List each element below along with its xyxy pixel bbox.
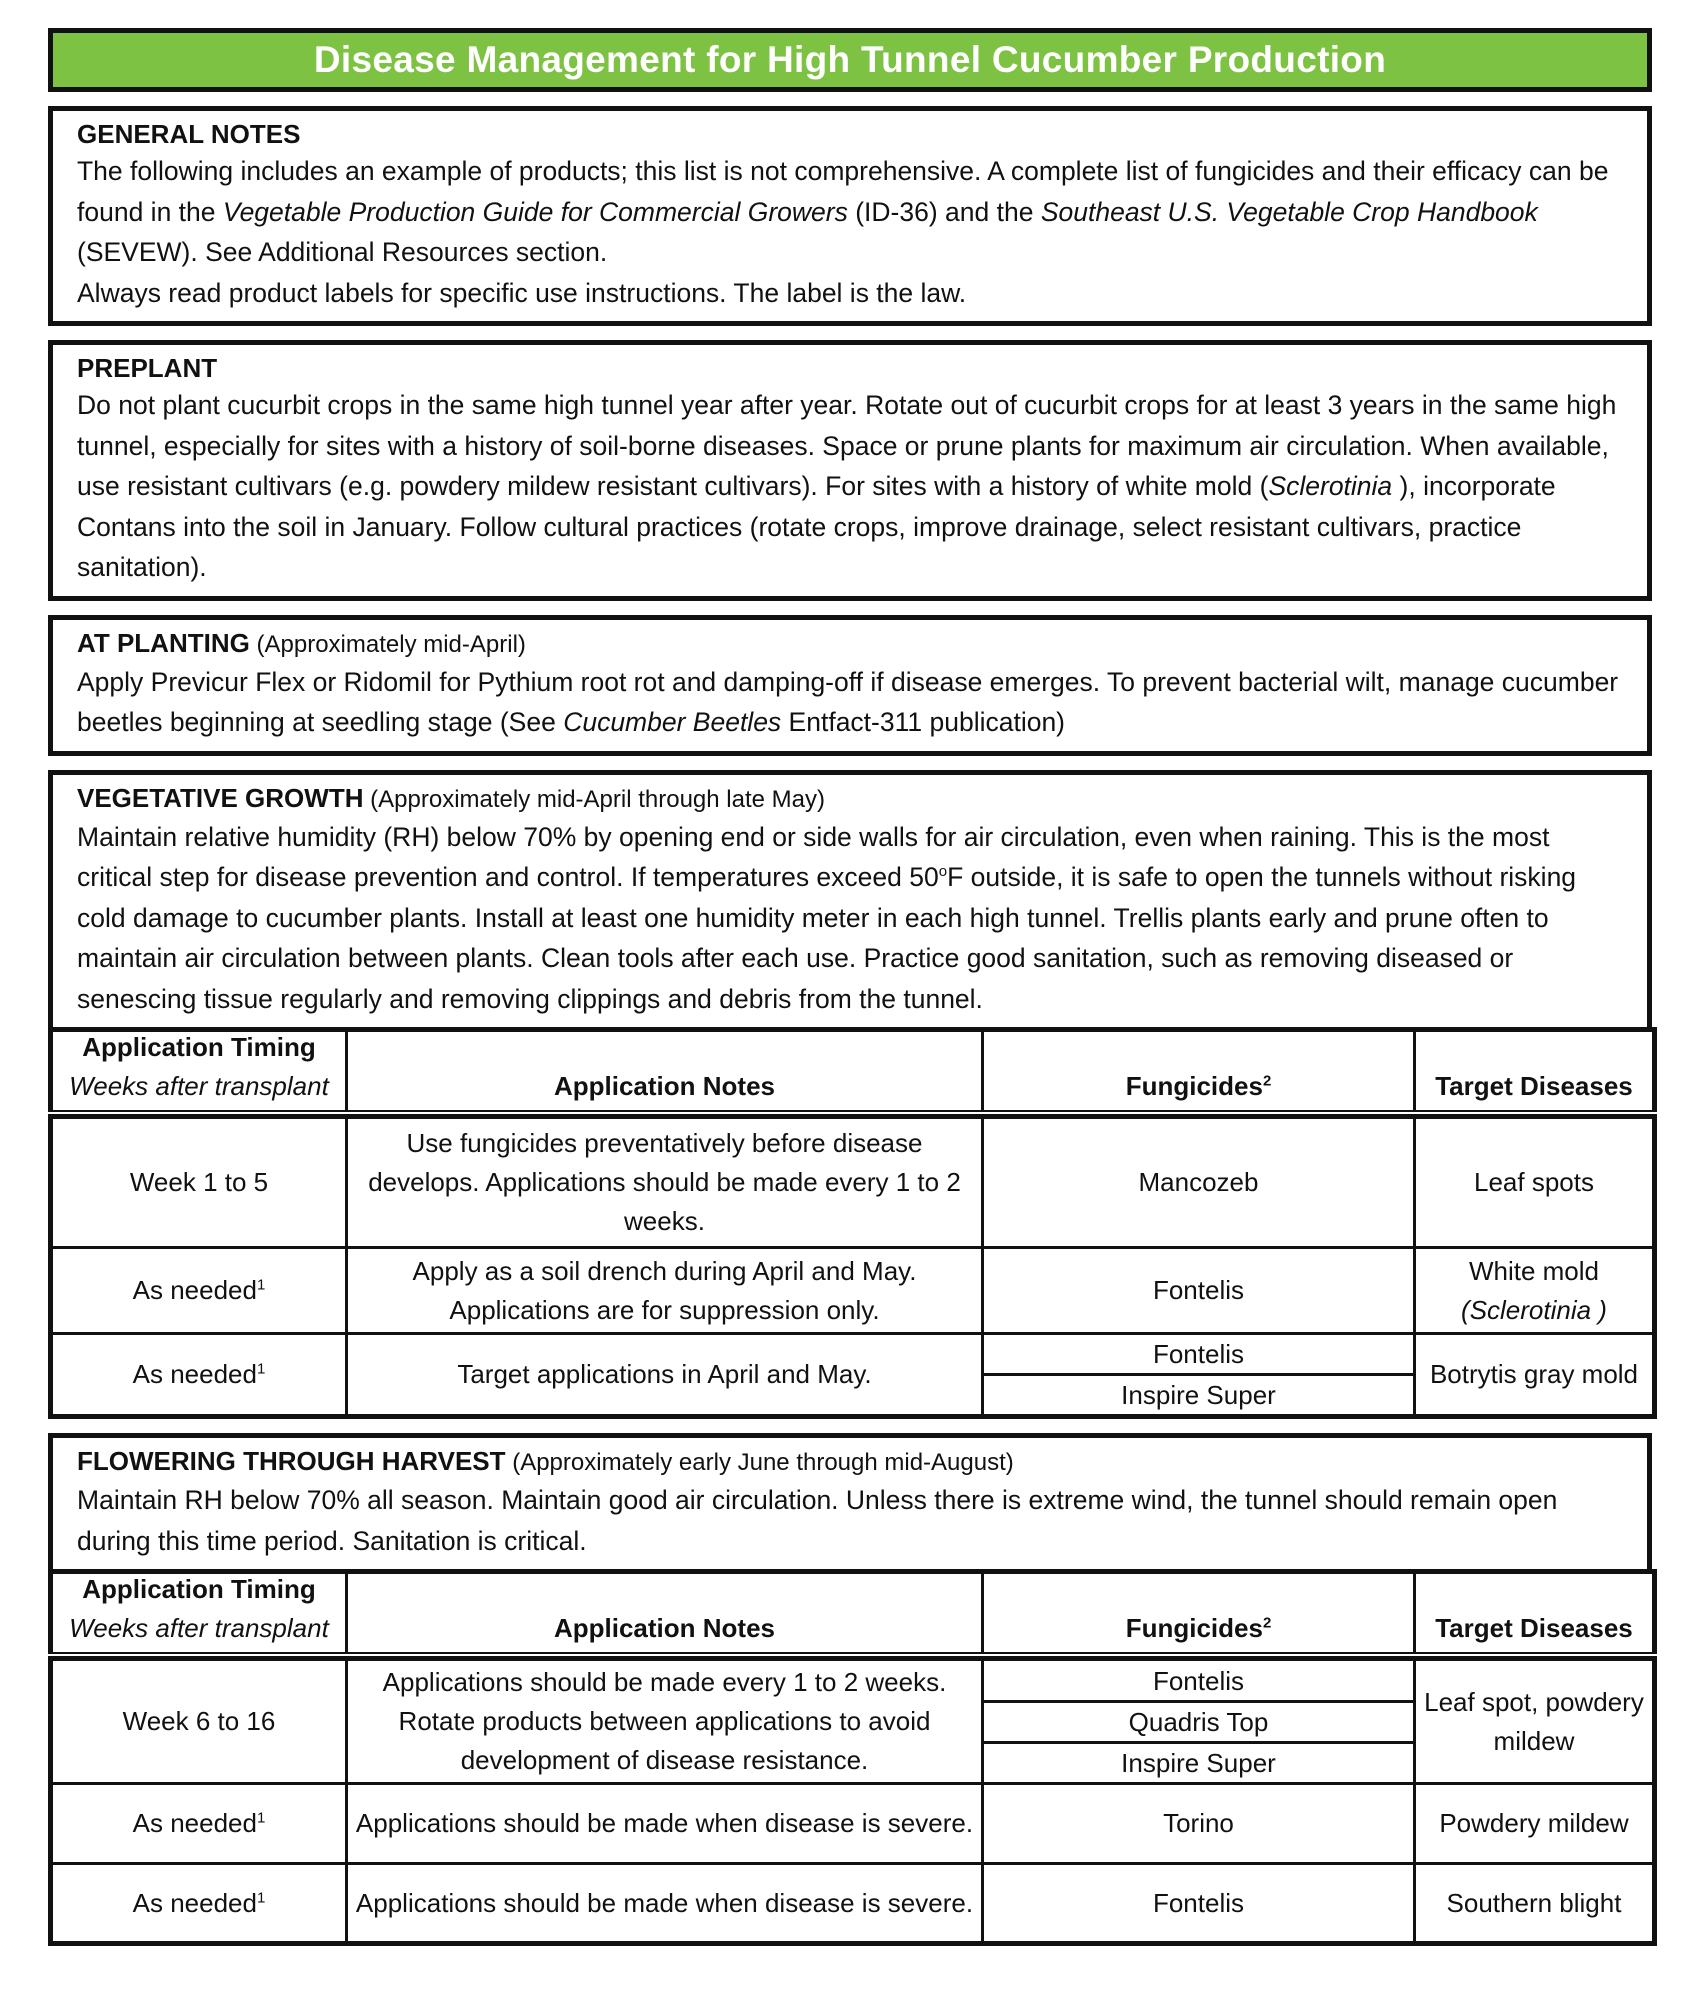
table-row — [51, 1334, 1655, 1417]
header-targets: Target Diseases — [1415, 1572, 1655, 1656]
fungicide-item: Mancozeb — [1138, 1167, 1259, 1197]
vegetative-table — [48, 1027, 1657, 1419]
vegetative-heading-text: VEGETATIVE GROWTH — [77, 782, 364, 813]
cell-target — [1415, 1248, 1655, 1334]
footnote-1: 1 — [256, 1809, 266, 1827]
cell-target — [1415, 1334, 1655, 1417]
footnote-1: 1 — [256, 1888, 266, 1906]
general-notes-line1: The following includes an example of products; this list is not comprehensive. A complete list of fungicides and their efficacy can be found in the — [77, 156, 1609, 227]
header-fungicides-label: Fungicides — [1125, 1071, 1263, 1101]
cell-fungicides — [983, 1118, 1415, 1248]
handbook-code: (SEVEW). — [77, 237, 198, 267]
header-timing-sub: Weeks after transplant — [69, 1613, 329, 1643]
header-timing-label: Application Timing — [82, 1574, 316, 1604]
header-timing-label: Application Timing — [82, 1032, 316, 1062]
target-text: Leaf spots — [1474, 1167, 1594, 1197]
guide-code: (ID-36) and the — [847, 196, 1041, 227]
table-header-row — [51, 1572, 1655, 1656]
header-timing — [51, 1030, 347, 1114]
at-planting-text — [77, 662, 1625, 743]
header-fungicides-label: Fungicides — [1125, 1613, 1263, 1643]
target-text: Leaf spot, powdery mildew — [1424, 1686, 1644, 1756]
vegetative-text-b: F outside, it is safe to open the tunnels without risking cold damage to cucumber plants. Install at least one humidity meter in each high tunnel. Trellis plants early and prune often to maintain air circulation between plants. Clean tools after each use. Practice good sanitation, such as removing diseased or senescing tissue regularly and removing clippings and debris from the tunnel. — [77, 862, 1577, 1014]
cell-notes: Apply as a soil drench during April and May. Applications are for suppression only. — [347, 1248, 983, 1334]
cell-timing — [51, 1334, 347, 1417]
cell-timing — [51, 1118, 347, 1248]
target-text: Botrytis gray mold — [1429, 1359, 1639, 1389]
cell-notes: Applications should be made when disease is severe. — [347, 1784, 983, 1864]
cell-timing — [51, 1784, 347, 1864]
timing-text: Week 1 to 5 — [129, 1167, 269, 1197]
cell-fungicides — [983, 1784, 1415, 1864]
table-row — [51, 1784, 1655, 1864]
cell-target — [1415, 1784, 1655, 1864]
footnote-1: 1 — [256, 1276, 266, 1294]
cell-target — [1415, 1118, 1655, 1248]
flowering-table — [48, 1569, 1657, 1946]
timing-text: As needed — [132, 1808, 257, 1838]
preplant-italic: Sclerotinia — [1268, 471, 1393, 501]
vegetative-text-a: Maintain relative humidity (RH) below 70% by opening end or side walls for air circulation, even when raining. This is the most critical step for disease prevention and control. If temperatures exceed 50 — [77, 821, 1550, 892]
cell-notes: Applications should be made every 1 to 2 weeks. Rotate products between applications to avoid development of disease resistance. — [347, 1660, 983, 1784]
at-planting-section — [48, 615, 1652, 756]
preplant-text-b: ), incorporate Contans into the soil in January. Follow cultural practices (rotate crops, improve drainage, select resistant cultivars, practice sanitation). — [77, 471, 1556, 582]
vegetative-heading — [77, 781, 1625, 817]
header-notes: Application Notes — [347, 1572, 983, 1656]
target-text: Southern blight — [1446, 1887, 1622, 1918]
handbook-title: Southeast U.S. Vegetable Crop Handbook — [1040, 196, 1538, 227]
flowering-table-body — [51, 1660, 1655, 1944]
fungicide-item: Fontelis — [1152, 1339, 1245, 1369]
at-planting-heading-text: AT PLANTING — [77, 627, 250, 658]
footnote-2: 2 — [1262, 1072, 1272, 1090]
cell-timing — [51, 1248, 347, 1334]
cell-target — [1415, 1864, 1655, 1944]
timing-text: As needed — [132, 1359, 257, 1389]
cell-target — [1415, 1660, 1655, 1784]
table-row — [51, 1118, 1655, 1248]
target-italic: (Sclerotinia ) — [1461, 1294, 1607, 1325]
preplant-section — [48, 340, 1652, 601]
header-timing — [51, 1572, 347, 1656]
general-notes-heading: GENERAL NOTES — [77, 119, 301, 149]
vegetative-text — [77, 817, 1625, 1020]
general-notes-line2: Always read product labels for specific use instructions. The label is the law. — [77, 277, 967, 308]
timing-text: As needed — [132, 1887, 257, 1918]
header-targets: Target Diseases — [1415, 1030, 1655, 1114]
fungicide-item: Inspire Super — [984, 1741, 1413, 1782]
cell-notes: Target applications in April and May. — [347, 1334, 983, 1417]
at-planting-italic: Cucumber Beetles — [563, 707, 782, 737]
fungicide-item: Quadris Top — [984, 1700, 1413, 1741]
cell-fungicides — [983, 1248, 1415, 1334]
target-text: Powdery mildew — [1439, 1808, 1629, 1838]
timing-text: As needed — [132, 1275, 257, 1305]
flowering-heading — [77, 1444, 1625, 1480]
table-row — [51, 1660, 1655, 1784]
cell-fungicides — [983, 1334, 1415, 1417]
flowering-section — [48, 1433, 1652, 1569]
target-text: White mold — [1468, 1255, 1600, 1286]
at-planting-text-a: Apply Previcur Flex or Ridomil for Pythium root rot and damping-off if disease emerges. To prevent bacterial wilt, manage cucumber beetles beginning at seedling stage (See — [77, 666, 1619, 737]
preplant-heading: PREPLANT — [77, 353, 218, 383]
fungicide-item: Fontelis — [1152, 1887, 1245, 1918]
table-row — [51, 1248, 1655, 1334]
preplant-text-a: Do not plant cucurbit crops in the same high tunnel year after year. Rotate out of cucurbit crops for at least 3 years in the same high tunnel, especially for sites with a history of soil-borne diseases. Space or prune plants for maximum air circulation. When available, use resistant cultivars (e.g. powdery mildew resistant cultivars). For sites with a history of white mold ( — [77, 390, 1617, 501]
see-resources-text: See Additional Resources section. — [197, 237, 608, 267]
guide-title: Vegetable Production Guide for Commercial Growers — [222, 196, 848, 227]
flowering-heading-text: FLOWERING THROUGH HARVEST — [77, 1446, 506, 1476]
footnote-2: 2 — [1262, 1614, 1272, 1632]
at-planting-subheading: (Approximately mid-April) — [249, 630, 526, 658]
cell-timing — [51, 1864, 347, 1944]
cell-fungicides — [983, 1864, 1415, 1944]
preplant-text — [77, 385, 1625, 588]
general-notes-text — [77, 151, 1625, 313]
table-header-row — [51, 1030, 1655, 1114]
fungicide-item: Fontelis — [1152, 1275, 1245, 1305]
cell-timing — [51, 1660, 347, 1784]
degree-symbol: o — [938, 863, 948, 881]
table-row — [51, 1864, 1655, 1944]
vegetative-section — [48, 770, 1652, 1028]
vegetative-subheading: (Approximately mid-April through late May) — [363, 785, 825, 813]
cell-notes: Applications should be made when disease is severe. — [347, 1864, 983, 1944]
vegetative-table-body — [51, 1118, 1655, 1417]
header-timing-sub: Weeks after transplant — [69, 1071, 329, 1101]
general-notes-section — [48, 106, 1652, 326]
at-planting-heading — [77, 626, 1625, 662]
fungicide-item: Torino — [1163, 1808, 1234, 1838]
timing-text: Week 6 to 16 — [122, 1706, 276, 1736]
fungicide-item: Fontelis — [1152, 1665, 1245, 1696]
fungicide-item: Inspire Super — [984, 1373, 1413, 1414]
at-planting-text-b: Entfact-311 publication) — [781, 707, 1066, 737]
page-title: Disease Management for High Tunnel Cucumber Production — [48, 28, 1652, 92]
footnote-1: 1 — [256, 1360, 266, 1378]
header-fungicides — [983, 1572, 1415, 1656]
cell-notes: Use fungicides preventatively before disease develops. Applications should be made every 1 to 2 weeks. — [347, 1118, 983, 1248]
flowering-text: Maintain RH below 70% all season. Maintain good air circulation. Unless there is extreme wind, the tunnel should remain open during this time period. Sanitation is critical. — [77, 1485, 1558, 1556]
header-notes: Application Notes — [347, 1030, 983, 1114]
document-page — [48, 28, 1652, 1946]
header-fungicides — [983, 1030, 1415, 1114]
flowering-subheading: (Approximately early June through mid-August) — [505, 1449, 1014, 1476]
cell-fungicides — [983, 1660, 1415, 1784]
